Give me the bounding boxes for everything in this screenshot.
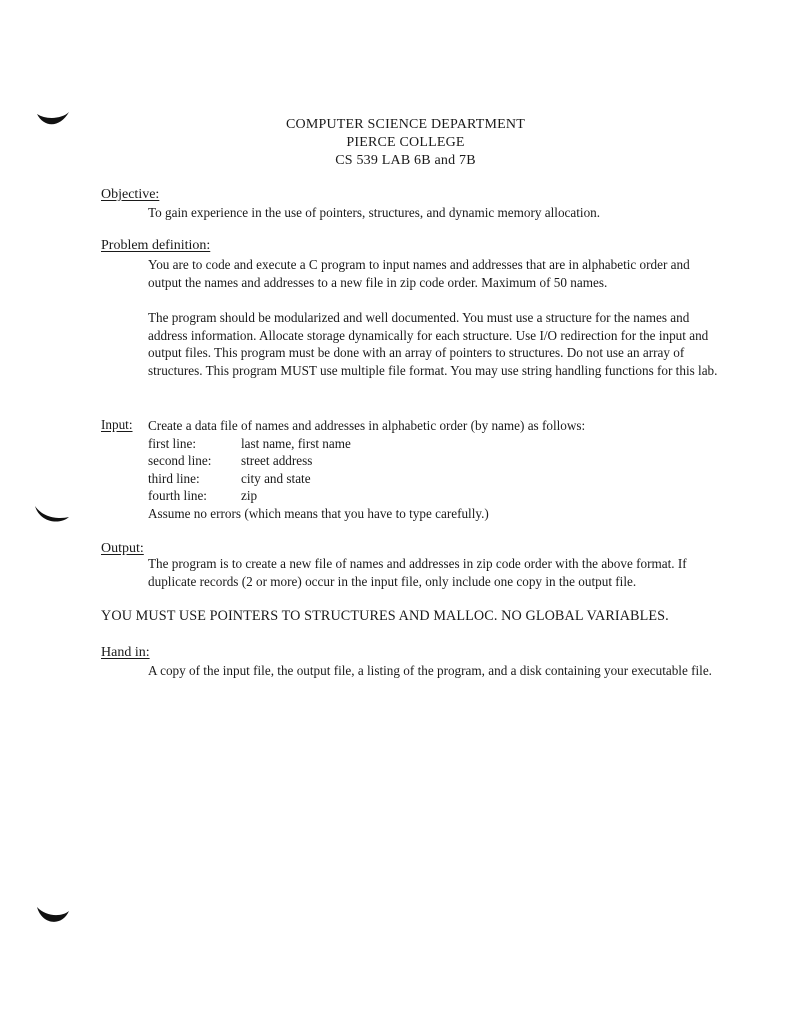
input-note: Assume no errors (which means that you have to type carefully.) <box>148 505 489 521</box>
output-text: The program is to create a new file of names and addresses in zip code order with the above format. If duplicate records (2 or more) occur in the input file, only include one copy in the output file. <box>148 556 687 589</box>
course-lab-title: CS 539 LAB 6B and 7B <box>335 153 476 168</box>
punch-hole-mark-bottom <box>36 903 70 929</box>
input-row-first-line <box>148 435 718 453</box>
problem-definition-heading: Problem definition: <box>101 238 211 253</box>
objective-text: To gain experience in the use of pointers, structures, and dynamic memory allocation. <box>148 205 601 220</box>
input-row-label: second line: <box>148 453 212 469</box>
input-intro: Create a data file of names and addresses in alphabetic order (by name) as follows: <box>148 418 586 433</box>
punch-hole-mark-middle <box>34 505 70 527</box>
input-heading: Input: <box>101 417 133 432</box>
problem-paragraph-1: You are to code and execute a C program to input names and addresses that are in alphabetic order and output the names and addresses to a new file in zip code order. Maximum of 50 names. <box>148 257 690 290</box>
college-name: PIERCE COLLEGE <box>346 135 465 150</box>
input-row-label: third line: <box>148 470 200 486</box>
input-row-value: zip <box>241 488 258 504</box>
objective-heading: Objective: <box>101 187 160 202</box>
hand-in-text: A copy of the input file, the output file, a listing of the program, and a disk containing your executable file. <box>148 663 712 678</box>
input-row-third-line <box>148 470 718 488</box>
input-row-label: fourth line: <box>148 488 207 504</box>
input-row-second-line <box>148 452 718 470</box>
input-row-label: first line: <box>148 435 196 451</box>
input-row-value: last name, first name <box>241 435 351 451</box>
hand-in-heading: Hand in: <box>101 645 150 660</box>
requirements-notice: YOU MUST USE POINTERS TO STRUCTURES AND MALLOC. NO GLOBAL VARIABLES. <box>101 608 669 624</box>
input-row-fourth-line <box>148 487 718 505</box>
problem-paragraph-2: The program should be modularized and well documented. You must use a structure for the names and address information. Allocate storage dynamically for each structure. Use I/O redirection for the input and output files. This program must be done with an array of pointers to structures. Do not use an array of structures. This program MUST use multiple file format. You may use string handling functions for this lab. <box>148 310 718 378</box>
document-header <box>0 116 791 170</box>
input-section <box>148 417 718 523</box>
input-row-value: city and state <box>241 470 311 486</box>
input-row-value: street address <box>241 453 313 469</box>
output-heading: Output: <box>101 541 144 556</box>
department-title: COMPUTER SCIENCE DEPARTMENT <box>286 117 525 132</box>
